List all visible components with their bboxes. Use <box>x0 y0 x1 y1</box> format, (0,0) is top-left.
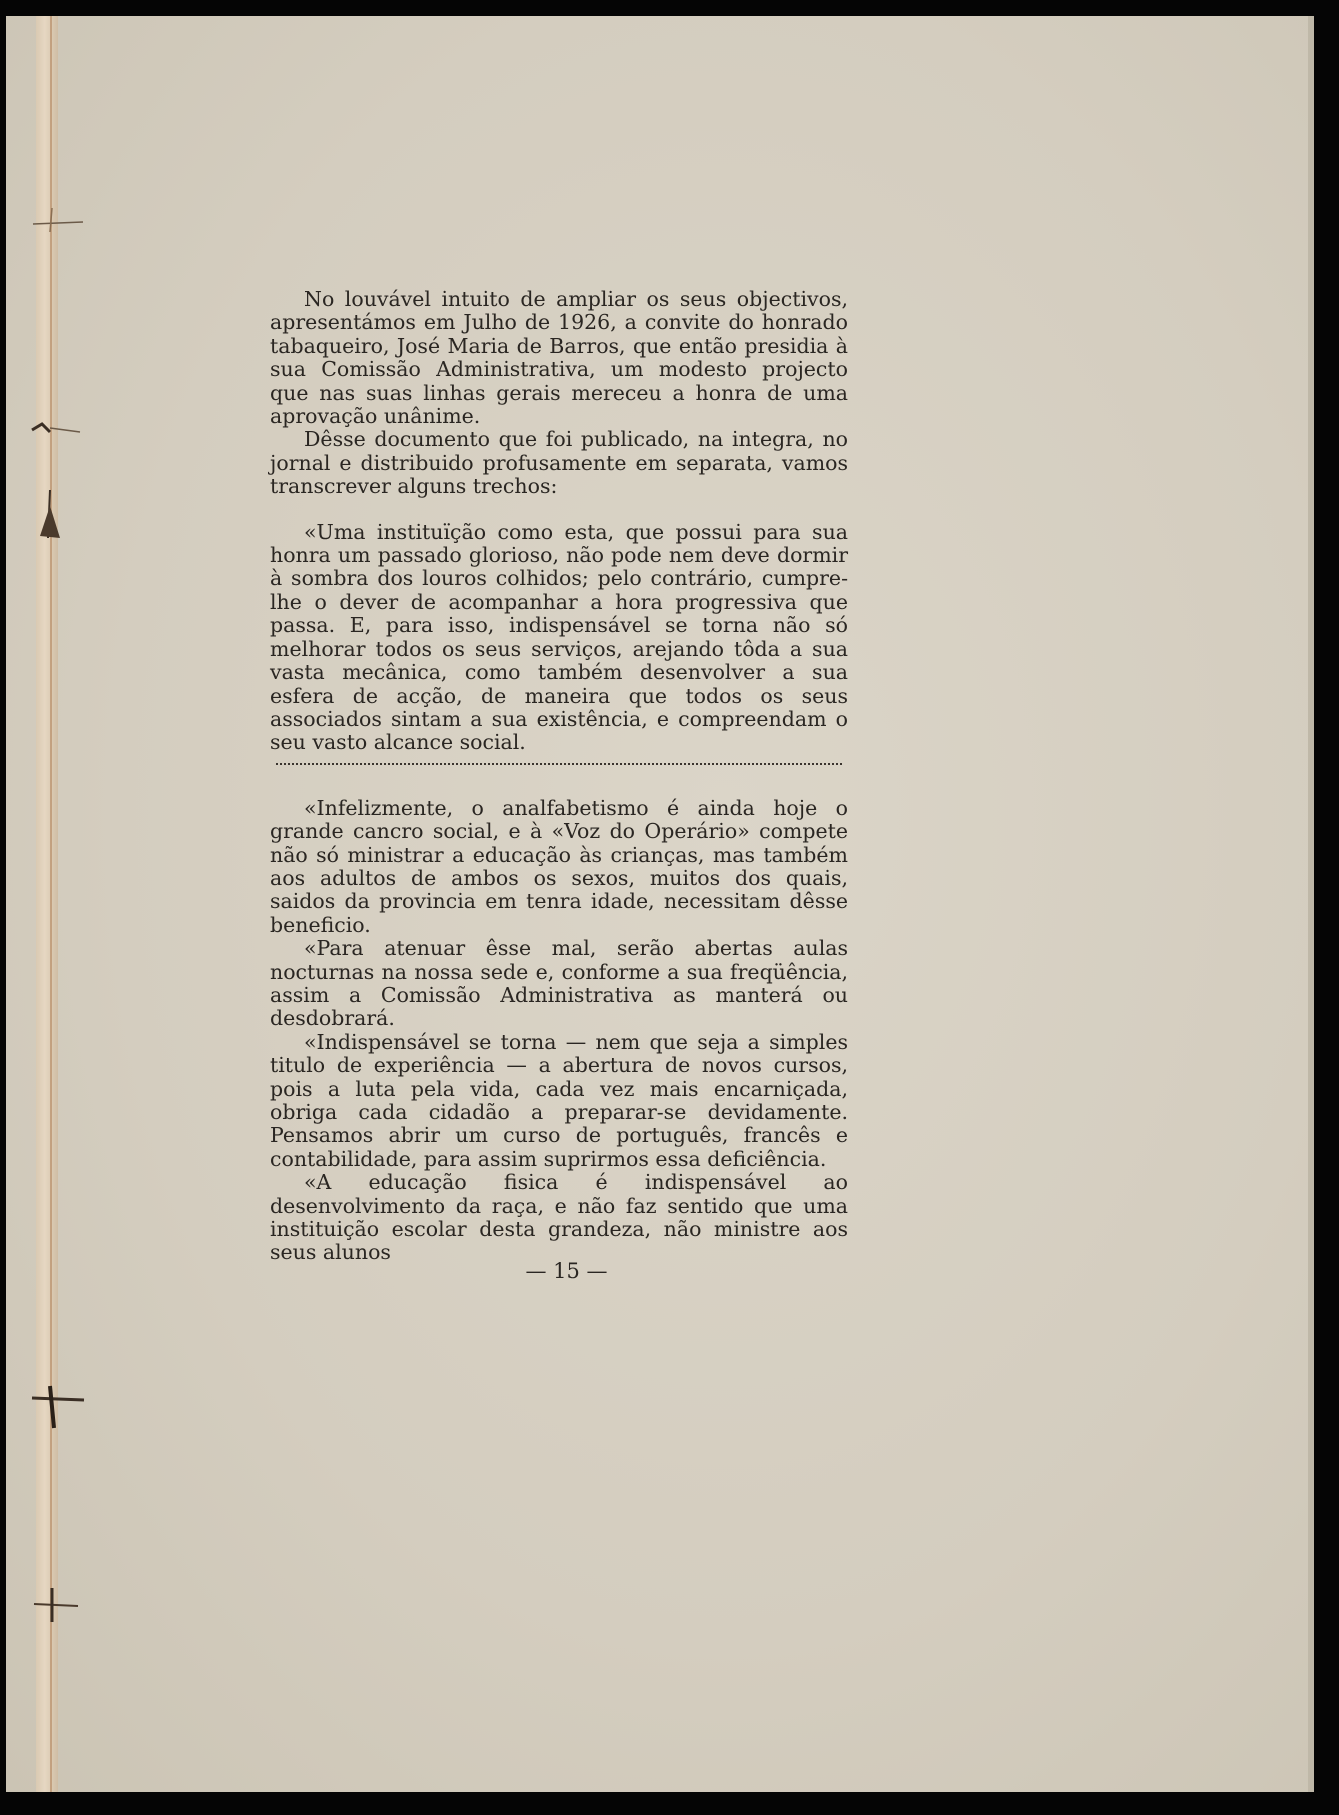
page-number <box>0 1259 1339 1283</box>
quoted-paragraph: «Indispensável se torna — nem que seja a simples titulo de experiência — a abertura de novos cursos, pois a luta pela vida, cada vez mais encarniçada, obriga cada cidadão a preparar-se devidamente. Pensamos abrir um curso de português, francês e contabilidade, para assim suprirmos essa deficiência. <box>270 1029 848 1171</box>
paragraph: Dêsse documento que foi publicado, na integra, no jornal e distribuido profusamente em separata, vamos transcrever alguns trechos: <box>270 427 848 499</box>
binding-stitch-mark <box>28 1584 88 1624</box>
quoted-paragraph: «Para atenuar êsse mal, serão abertas aulas nocturnas na nossa sede e, conforme a sua freqüência, assim a Comissão Administrativa as manterá ou desdobrará. <box>270 936 848 1031</box>
binding-strip <box>36 16 58 1792</box>
quoted-paragraph: «Uma instituïção como esta, que possui para sua honra um passado glorioso, não pode nem deve dormir à sombra dos louros colhidos; pelo contrário, cumpre-lhe o dever de acompanhar a hora progressiva que passa. E, para isso, indispensável se torna não só melhorar todos os seus serviços, arejando tôda a sua vasta mecânica, como também desenvolver a sua esfera de acção, de maneira que todos os seus associados sintam a sua existência, e compreendam o seu vasto alcance social. <box>270 519 848 755</box>
body-text <box>270 288 848 1265</box>
binding-line <box>50 16 52 1792</box>
binding-stitch-mark <box>28 486 88 546</box>
quoted-paragraph: «A educação fisica é indispensável ao desenvolvimento da raça, e não faz sentido que uma instituição escolar desta grandeza, não ministre aos seus alunos <box>270 1170 848 1265</box>
paragraph: No louvável intuito de ampliar os seus objectivos, apresentámos em Julho de 1926, a convite do honrado tabaqueiro, José Maria de Barros, que então presidia à sua Comissão Administrativa, um modesto projecto que nas suas linhas gerais mereceu a honra de uma aprovação unânime. <box>270 287 848 429</box>
binding-stitch-mark <box>28 202 88 242</box>
binding-stitch-mark <box>28 406 88 446</box>
ellipsis-divider <box>270 755 848 795</box>
quoted-paragraph: «Infelizmente, o analfabetismo é ainda hoje o grande cancro social, e à «Voz do Operário» compete não só ministrar a educação às crianças, mas também aos adultos de ambos os sexos, muitos dos quais, saidos da provincia em tenra idade, necessitam dêsse beneficio. <box>270 795 848 937</box>
binding-stitch-mark <box>28 1376 88 1436</box>
spacer <box>270 499 848 521</box>
page-number-text: — 15 — <box>525 1259 608 1283</box>
page-edge <box>1308 16 1314 1792</box>
